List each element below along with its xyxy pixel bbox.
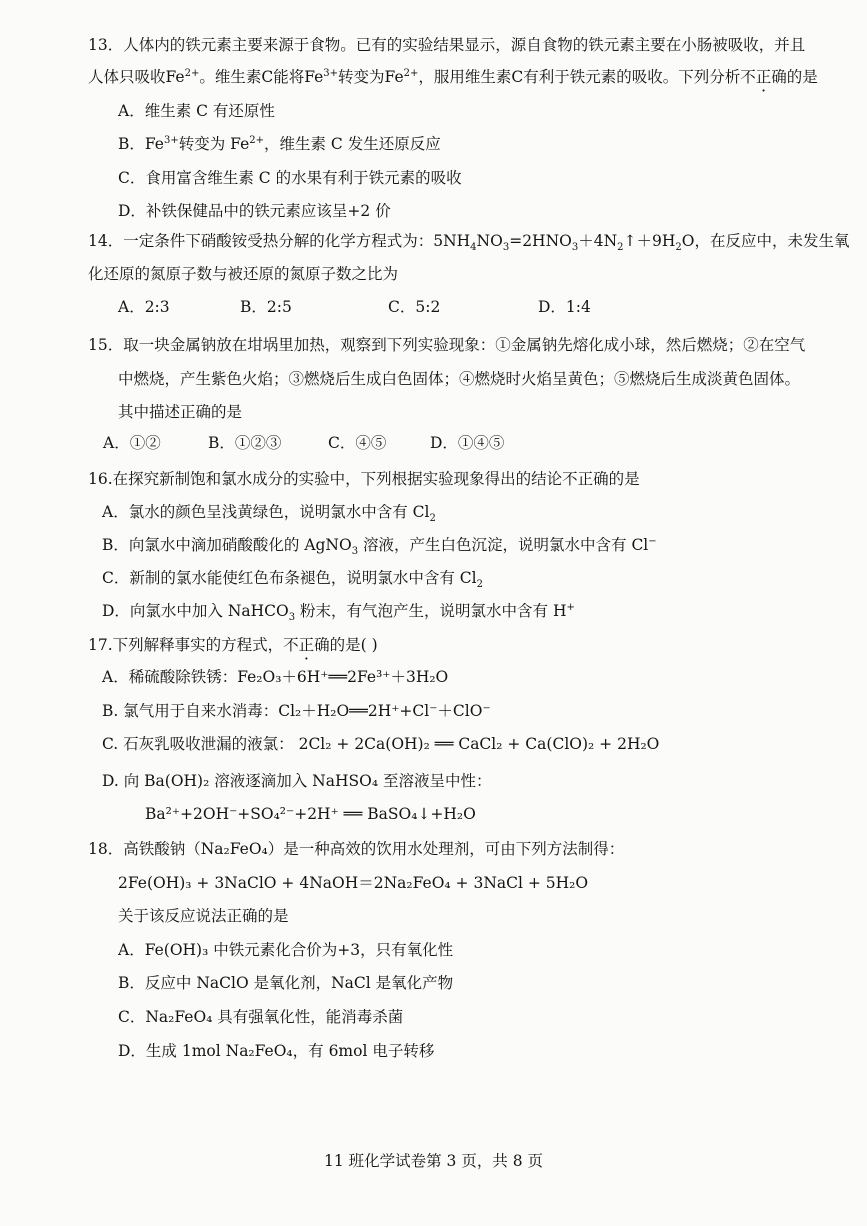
- q13-option-d: D．补铁保健品中的铁元素应该呈+2 价: [118, 202, 391, 220]
- q14-stem-line1: 14．一定条件下硝酸铵受热分解的化学方程式为：$5NH_4NO_3=2HNO_3+4N_2↑+9H_2O$，在反应中，未发生氧: [88, 232, 850, 254]
- q14-option-d: D．1:4: [538, 298, 591, 316]
- q16-option-d: D．向氯水中加入 NaHCO$_3$ 粉末，有气泡产生，说明氯水中含有 H+: [102, 601, 575, 624]
- q18-option-d: D．生成 1mol Na₂FeO₄，有 6mol 电子转移: [118, 1042, 435, 1060]
- q14-stem-line2: 化还原的氮原子数与被还原的氮原子数之比为: [88, 265, 399, 283]
- q13-stem-line1: 13．人体内的铁元素主要来源于食物。已有的实验结果显示，源自食物的铁元素主要在小肠被吸收，并且: [88, 36, 806, 54]
- q18-question: 关于该反应说法正确的是: [118, 907, 289, 925]
- q13-option-c: C．食用富含维生素 C 的水果有利于铁元素的吸收: [118, 169, 462, 187]
- q14-option-c: C．5:2: [388, 298, 441, 316]
- q17-option-c: C. 石灰乳吸收泄漏的液氯： 2Cl₂ + 2Ca(OH)₂ ══ CaCl₂ + Ca(ClO)₂ + 2H₂O: [102, 735, 660, 753]
- q17-emphasis: 不正确: [283, 636, 330, 654]
- q18-option-c: C．Na₂FeO₄ 具有强氧化性，能消毒杀菌: [118, 1008, 404, 1026]
- q15-option-a: A．①②: [103, 434, 161, 452]
- q17-option-d-equation: Ba²⁺+2OH⁻+SO₄²⁻+2H⁺ ══ BaSO₄↓+H₂O: [145, 805, 476, 823]
- q15-stem-line3: 其中描述正确的是: [118, 403, 243, 421]
- q15-stem-line2: 中燃烧，产生紫色火焰；③燃烧后生成白色固体；④燃烧时火焰呈黄色；⑤燃烧后生成淡黄色固体。: [118, 370, 801, 388]
- q16-option-a: A．氯水的颜色呈浅黄绿色，说明氯水中含有 $Cl_2$: [102, 503, 436, 525]
- q18-stem: 18．高铁酸钠（Na₂FeO₄）是一种高效的饮用水处理剂，可由下列方法制得：: [88, 840, 625, 858]
- q14-option-a: A．2:3: [118, 298, 170, 316]
- q14-option-b: B．2:5: [240, 298, 292, 316]
- q17-option-b: B. 氯气用于自来水消毒：Cl₂＋H₂O══2H⁺+Cl⁻＋ClO⁻: [102, 702, 491, 720]
- q15-option-c: C．④⑤: [328, 434, 387, 452]
- q16-option-c: C．新制的氯水能使红色布条褪色，说明氯水中含有 $Cl_2$: [102, 569, 483, 591]
- q17-option-d: D. 向 Ba(OH)₂ 溶液逐滴加入 NaHSO₄ 至溶液呈中性：: [102, 772, 492, 790]
- q16-stem: 16.在探究新制饱和氯水成分的实验中，下列根据实验现象得出的结论不正确的是: [88, 470, 640, 488]
- q13-option-b: B．$Fe^{3+}$转变为 $Fe^{2+}$，维生素 C 发生还原反应: [118, 134, 441, 153]
- page-footer: 11 班化学试卷第 3 页，共 8 页: [323, 1152, 544, 1170]
- q18-option-a: A．Fe(OH)₃ 中铁元素化合价为+3，只有氧化性: [118, 941, 454, 959]
- q13-emphasis: 不正确: [740, 68, 787, 86]
- q15-option-b: B．①②③: [208, 434, 282, 452]
- q16-option-b: B．向氯水中滴加硝酸酸化的 AgNO$_3$ 溶液，产生白色沉淀，说明氯水中含有 Cl−: [102, 535, 657, 558]
- q15-stem-line1: 15．取一块金属钠放在坩埚里加热，观察到下列实验现象：①金属钠先熔化成小球，然后燃烧；②在空气: [88, 336, 806, 354]
- q17-stem: 17.下列解释事实的方程式，不正确的是( ): [88, 636, 378, 654]
- q18-equation: 2Fe(OH)₃ + 3NaClO + 4NaOH＝2Na₂FeO₄ + 3NaCl + 5H₂O: [118, 874, 589, 892]
- q18-option-b: B．反应中 NaClO 是氧化剂，NaCl 是氧化产物: [118, 974, 454, 992]
- q15-option-d: D．①④⑤: [430, 434, 505, 452]
- q13-stem-line2: 人体只吸收$Fe^{2+}$。维生素C能将$Fe^{3+}$转变为$Fe^{2+}$，服用维生素C有利于铁元素的吸收。下列分析不正确的是: [88, 67, 818, 86]
- q13-option-a: A．维生素 C 有还原性: [118, 102, 275, 120]
- q17-option-a: A．稀硫酸除铁锈：Fe₂O₃＋6H⁺══2Fe³⁺＋3H₂O: [102, 668, 449, 686]
